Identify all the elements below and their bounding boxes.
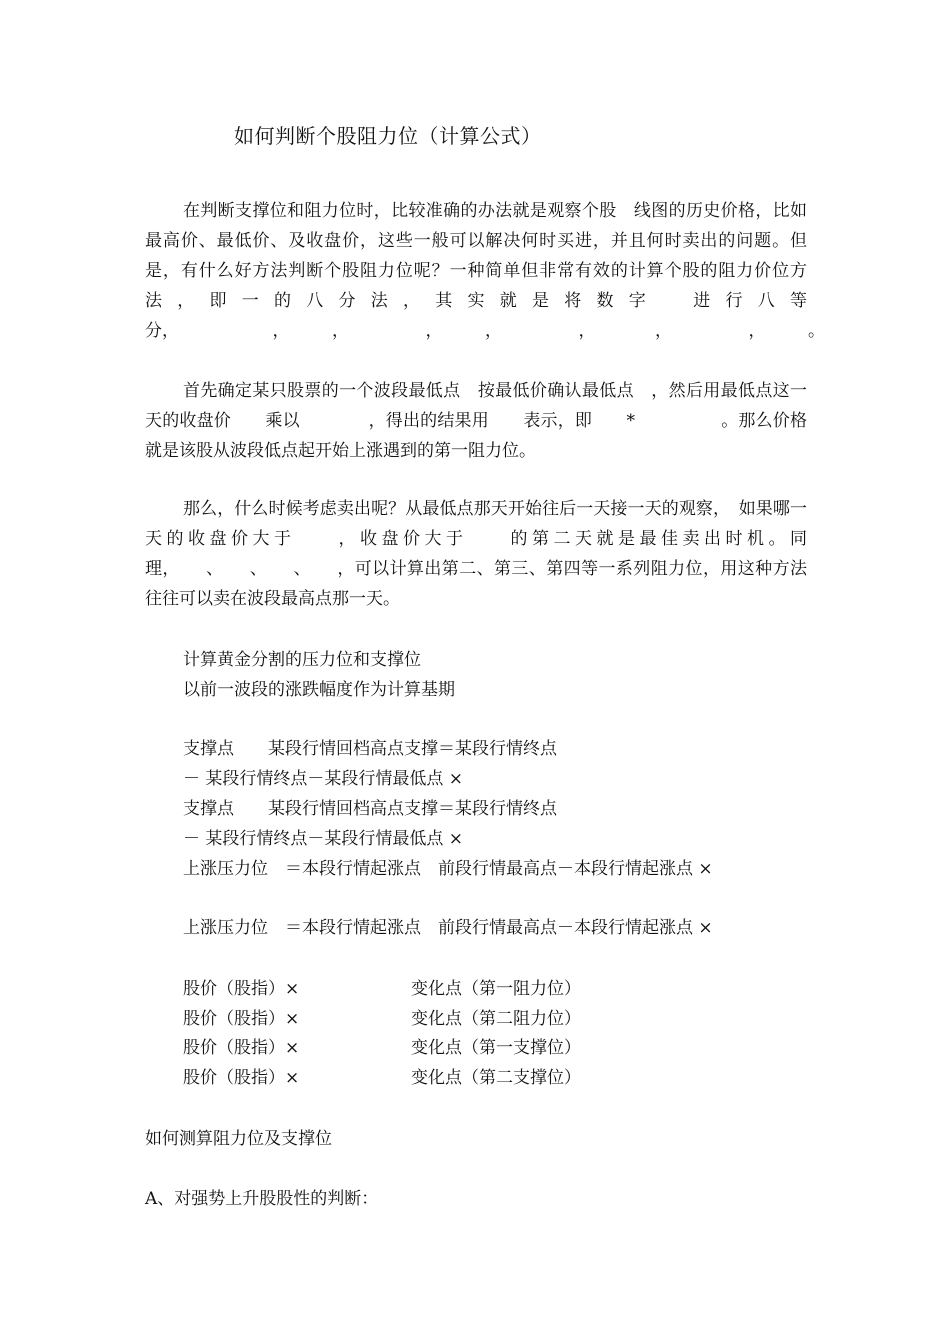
price-row-right: 变化点（第一支撑位） <box>411 1038 581 1058</box>
paragraph-eighth-method: 在判断支撑位和阻力位时，比较准确的办法就是观察个股 线图的历史价格，比如最高价、最低价、及收盘价，这些一般可以解决何时买进，并且何时卖出的问题。但是，有什么好方法判断个股阻力位呢？一种简单但非常有效的计算个股的阻力价位方法，即一的八分法，其实就是将数字 进行八等分， ， ， ， ， ， ， ， 。 <box>145 201 825 341</box>
page-title: 如何判断个股阻力位（计算公式） <box>234 124 542 148</box>
formula-line: 支撑点 某段行情回档高点支撑＝某段行情终点 <box>183 739 557 759</box>
formula-line: 上涨压力位 ＝本段行情起涨点 前段行情最高点－本段行情起涨点 × <box>183 859 713 879</box>
price-row-left: 股价（股指）× <box>183 1009 300 1029</box>
golden-section-heading: 计算黄金分割的压力位和支撑位 <box>183 650 421 670</box>
formula-line: － 某段行情终点－某段行情最低点 × <box>183 769 464 789</box>
price-row-right: 变化点（第一阻力位） <box>411 979 581 999</box>
price-row-right: 变化点（第二支撑位） <box>411 1068 581 1088</box>
price-row-left: 股价（股指）× <box>183 1038 300 1058</box>
price-row-right: 变化点（第二阻力位） <box>411 1009 581 1029</box>
formula-line: 支撑点 某段行情回档高点支撑＝某段行情终点 <box>183 799 557 819</box>
price-row-left: 股价（股指）× <box>183 979 300 999</box>
formula-line: 上涨压力位 ＝本段行情起涨点 前段行情最高点－本段行情起涨点 × <box>183 918 713 938</box>
price-row-left: 股价（股指）× <box>183 1068 300 1088</box>
section-heading: 如何测算阻力位及支撑位 <box>145 1129 332 1149</box>
paragraph-sell-timing: 那么，什么时候考虑卖出呢？从最低点那天开始往后一天接一天的观察， 如果哪一天的收盘价大于 ，收盘价大于 的第二天就是最佳卖出时机。同理， 、 、 、 ，可以计算出第二、第三、第四等一系列阻力位，用这种方法往往可以卖在波段最高点那一天。 <box>145 499 807 609</box>
paragraph-first-resistance: 首先确定某只股票的一个波段最低点 按最低价确认最低点 ，然后用最低点这一天的收盘价 乘以 ，得出的结果用 表示，即 * 。那么价格 就是该股从波段低点起开始上涨遇到的第一阻力位。 <box>145 381 841 461</box>
golden-section-basis: 以前一波段的涨跌幅度作为计算基期 <box>183 680 455 700</box>
subsection-heading: A、对强势上升股股性的判断： <box>145 1189 379 1209</box>
formula-line: － 某段行情终点－某段行情最低点 × <box>183 829 464 849</box>
